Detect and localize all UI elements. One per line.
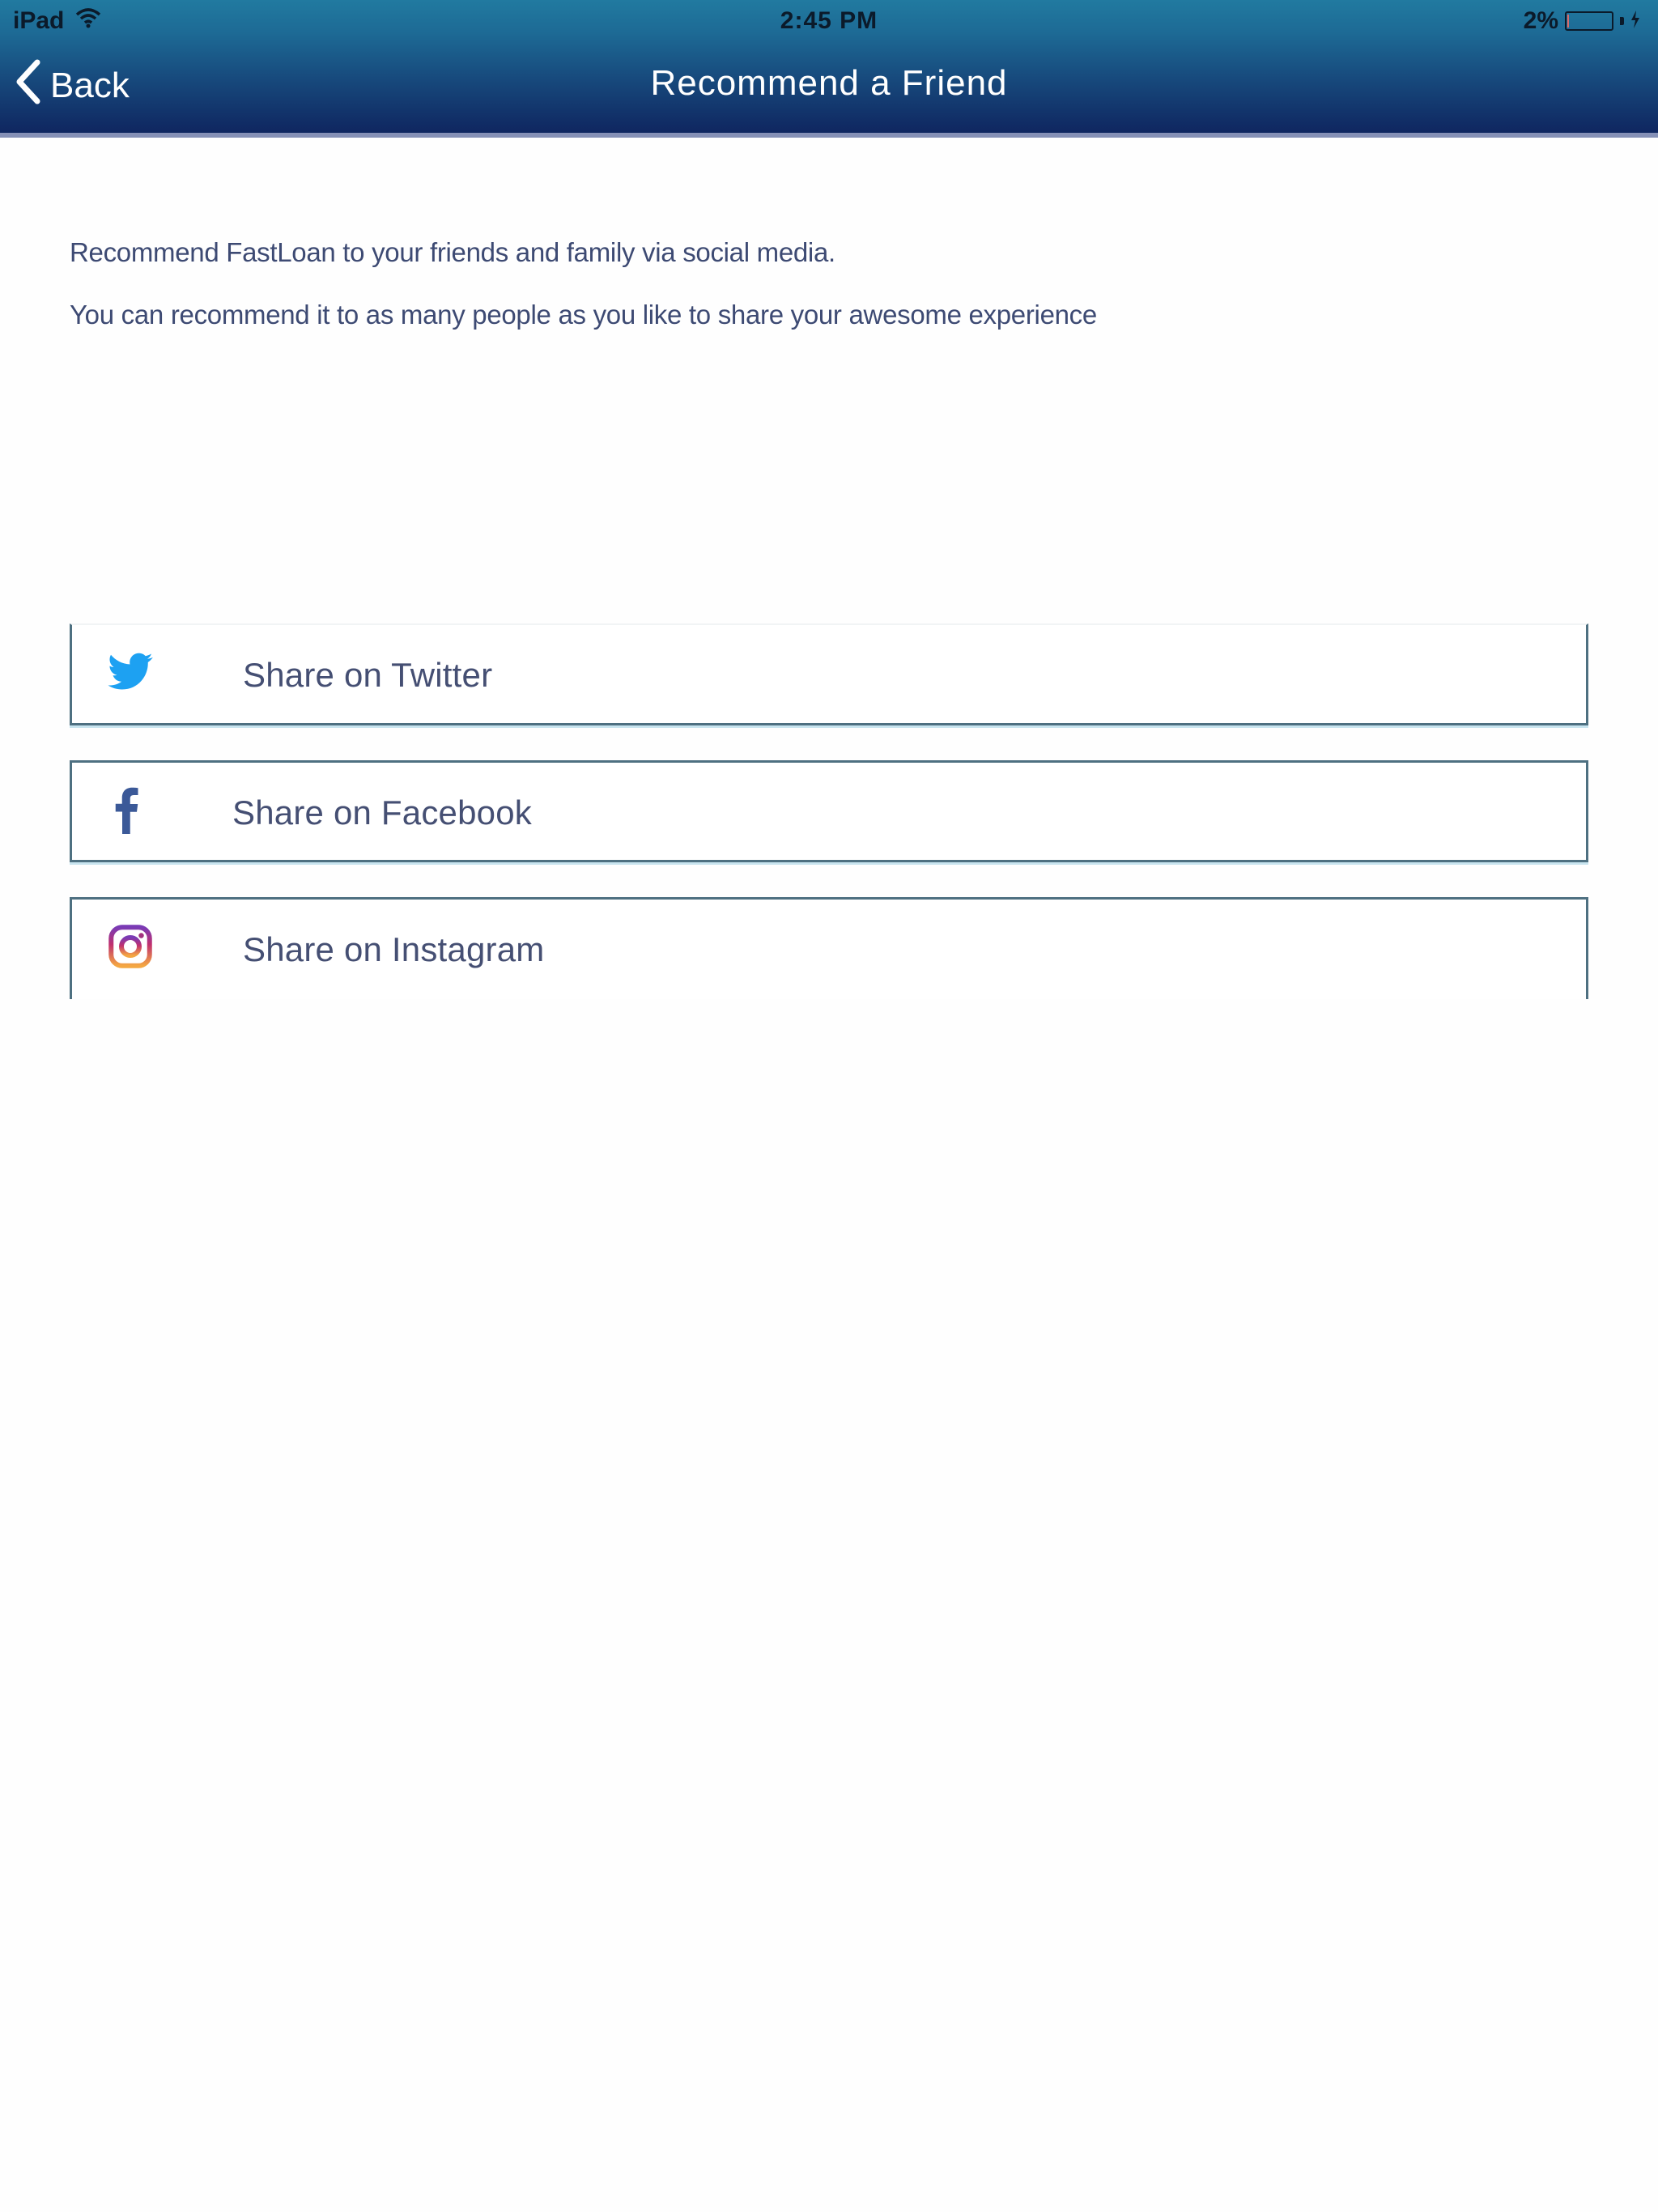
intro-line-1: Recommend FastLoan to your friends and family via social media. — [70, 237, 835, 267]
intro-text — [70, 235, 1097, 359]
page-title: Recommend a Friend — [650, 63, 1008, 103]
battery-icon — [1565, 11, 1613, 31]
facebook-icon — [103, 785, 151, 834]
status-right — [1524, 7, 1640, 35]
status-bar — [0, 0, 1658, 42]
share-twitter-button[interactable] — [70, 623, 1588, 725]
share-instagram-label: Share on Instagram — [243, 930, 545, 968]
status-time: 2:45 PM — [780, 7, 878, 34]
battery-tip — [1620, 17, 1624, 25]
instagram-icon — [106, 922, 155, 971]
battery-percent: 2% — [1523, 7, 1558, 34]
twitter-icon — [106, 648, 155, 696]
share-facebook-button[interactable] — [70, 760, 1588, 862]
navigation-bar — [0, 42, 1658, 133]
back-label: Back — [50, 66, 130, 105]
share-twitter-label: Share on Twitter — [243, 656, 493, 694]
header — [0, 0, 1658, 138]
share-facebook-label: Share on Facebook — [232, 793, 532, 832]
share-options-list — [70, 623, 1588, 1034]
charging-icon — [1630, 7, 1640, 35]
intro-line-2: You can recommend it to as many people as you like to share your awesome experience — [70, 300, 1097, 330]
share-instagram-button[interactable] — [70, 897, 1588, 999]
device-name: iPad — [13, 7, 65, 34]
